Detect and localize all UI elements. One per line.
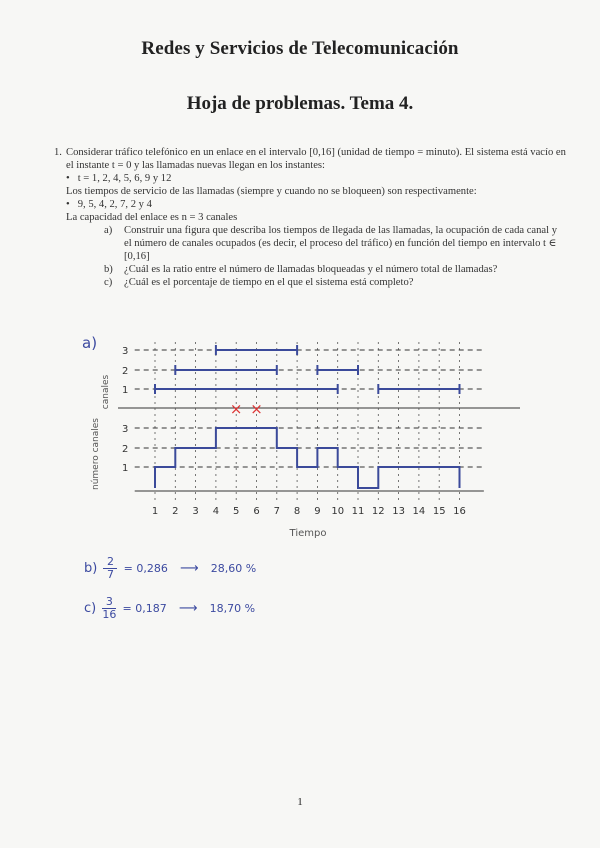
answer-c-numerator: 3	[105, 595, 113, 608]
answer-c-value: = 0,187	[122, 602, 167, 615]
answer-b-denominator: 7	[106, 568, 114, 581]
answer-c-percent: 18,70 %	[209, 602, 256, 615]
service-times: • 9, 5, 4, 2, 7, 2 y 4	[66, 198, 566, 211]
part-b-label: b)	[104, 264, 113, 275]
part-b	[104, 263, 566, 276]
part-b-text: ¿Cuál es la ratio entre el número de llamadas bloqueadas y el número total de llamadas?	[124, 264, 498, 275]
document-subtitle: Hoja de problemas. Tema 4.	[186, 93, 414, 114]
arrival-times: • t = 1, 2, 4, 5, 6, 9 y 12	[66, 172, 566, 185]
x-tick-label: 7	[273, 506, 280, 517]
x-tick-label: 15	[432, 506, 446, 517]
answer-b-numerator: 2	[106, 555, 114, 568]
blocked-call-mark: ×	[229, 400, 243, 418]
part-a	[104, 224, 566, 263]
document-title: Redes y Servicios de Telecomunicación	[141, 38, 459, 59]
traffic-figure	[0, 330, 600, 550]
blocked-call-mark: ×	[250, 400, 263, 418]
figure-part-label: a)	[82, 334, 98, 352]
answer-c-fraction	[102, 596, 116, 621]
bottom-axis-label: número canales	[91, 418, 101, 490]
answer-b-percent: 28,60 %	[210, 562, 257, 575]
problem-1	[54, 146, 566, 289]
x-axis-label: Tiempo	[289, 528, 327, 539]
y-tick-label-top: 2	[122, 366, 129, 377]
x-tick-label: 1	[151, 506, 159, 517]
x-tick-label: 6	[253, 506, 260, 517]
part-c-label: c)	[104, 277, 113, 288]
problem-intro: Considerar tráfico telefónico en un enlace en el intervalo [0,16] (unidad de tiempo = minuto). El sistema está vacío en el instante t = 0 y las llamadas nuevas llegan en los instantes:	[66, 147, 566, 171]
answer-c-denominator: 16	[102, 608, 117, 621]
answer-b-value: = 0,286	[123, 562, 168, 575]
y-tick-label-bottom: 1	[122, 463, 129, 474]
problem-number: 1.	[54, 147, 62, 158]
capacity-statement: La capacidad del enlace es n = 3 canales	[66, 212, 238, 223]
x-tick-label: 14	[412, 506, 426, 517]
y-tick-label-bottom: 3	[122, 424, 129, 435]
answer-c-label: c)	[84, 601, 97, 616]
x-tick-label: 3	[192, 506, 199, 517]
answer-c	[84, 596, 255, 621]
y-tick-label-top: 3	[122, 346, 129, 357]
x-tick-label: 10	[331, 506, 345, 517]
part-a-label: a)	[104, 225, 113, 236]
part-c-text: ¿Cuál es el porcentaje de tiempo en el que el sistema está completo?	[124, 277, 414, 288]
arrow-icon: ⟶	[178, 601, 198, 616]
x-tick-label: 13	[392, 506, 405, 517]
x-tick-label: 5	[233, 506, 240, 517]
page-number: 1	[297, 796, 303, 808]
answer-b-label: b)	[84, 561, 98, 576]
x-tick-label: 12	[371, 506, 385, 517]
y-tick-label-bottom: 2	[122, 444, 129, 455]
answer-b	[84, 556, 256, 581]
part-a-text: Construir una figura que describa los tiempos de llegada de las llamadas, la ocupación de cada canal y el número de canales ocupados (es decir, el proceso del tráfico) en función del tiempo en intervalo t ∈ [0,16]	[124, 225, 558, 262]
answer-b-fraction	[103, 556, 117, 581]
x-tick-label: 2	[172, 506, 179, 517]
arrow-icon: ⟶	[179, 561, 199, 576]
occupancy-step-line	[155, 428, 460, 488]
y-tick-label-top: 1	[122, 385, 129, 396]
x-tick-label: 11	[351, 506, 365, 517]
service-intro: Los tiempos de servicio de las llamadas (siempre y cuando no se bloqueen) son respectivamente:	[66, 186, 477, 197]
x-tick-label: 16	[453, 506, 466, 517]
x-tick-label: 9	[314, 506, 321, 517]
x-tick-label: 8	[293, 506, 301, 517]
part-c	[104, 276, 566, 289]
x-tick-label: 4	[212, 506, 220, 517]
top-axis-label: canales	[101, 374, 111, 410]
